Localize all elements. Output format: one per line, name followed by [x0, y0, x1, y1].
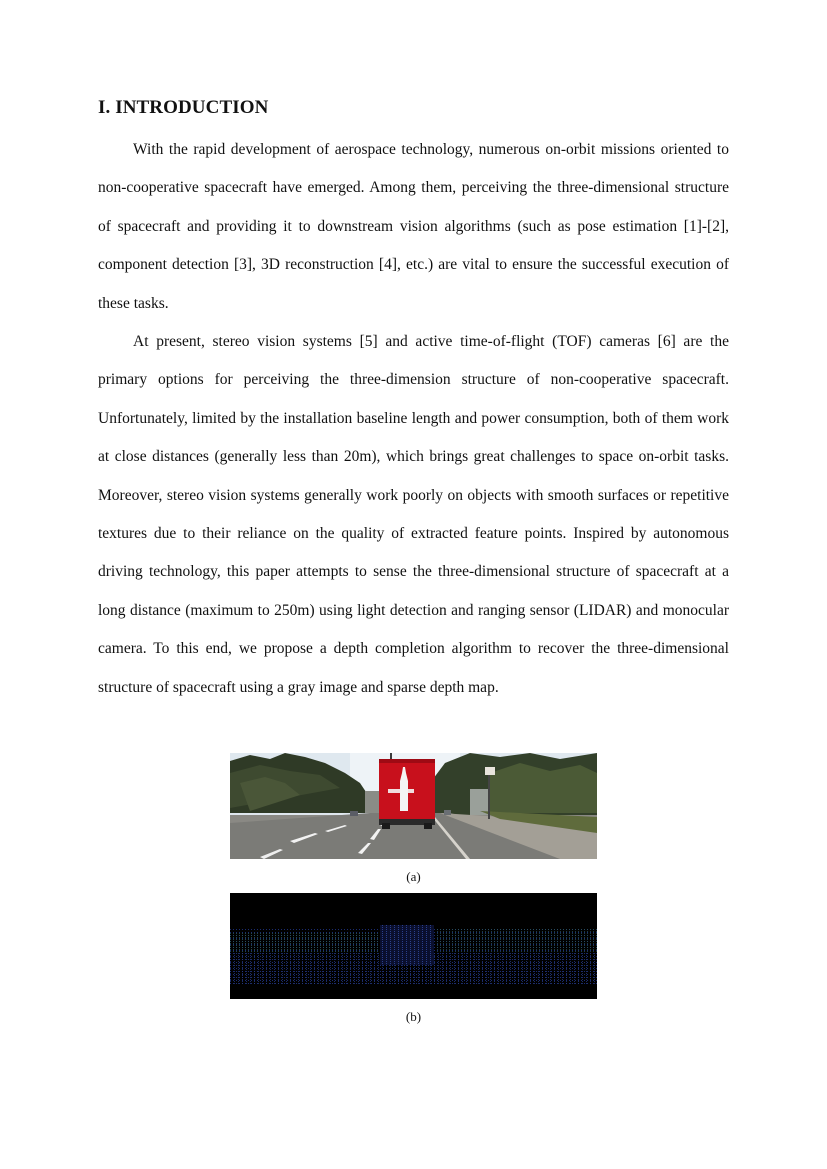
figure-a-caption: (a) — [406, 869, 421, 884]
body-text — [98, 131, 729, 707]
figure-a-street-scene-image — [230, 753, 597, 859]
figure-b-sparse-depth-map-image — [230, 893, 597, 999]
figure-b-caption: (b) — [405, 1009, 422, 1024]
paragraph: At present, stereo vision systems [5] and active time-of-flight (TOF) cameras [6] are the primary options for perceiving the three-dimension structure of non-cooperative spacecraft. Unfortunately, limited by the installation baseline length and power consumption, both of them work at close distances (generally less than 20m), which brings great challenges to space on-orbit tasks. Moreover, stereo vision systems generally work poorly on objects with smooth surfaces or repetitive textures due to their reliance on the quality of extracted feature points. Inspired by autonomous driving technology, this paper attempts to sense the three-dimensional structure of spacecraft at a long distance (maximum to 250m) using light detection and ranging sensor (LIDAR) and monocular camera. To this end, we propose a depth completion algorithm to recover the three-dimensional structure of spacecraft using a gray image and sparse depth map. — [98, 333, 729, 696]
paragraph: With the rapid development of aerospace technology, numerous on-orbit missions oriented to non-cooperative spacecraft have emerged. Among them, perceiving the three-dimensional structure of spacecraft and providing it to downstream vision algorithms (such as pose estimation [1]-[2], component detection [3], 3D reconstruction [4], etc.) are vital to ensure the successful execution of these tasks. — [98, 141, 729, 312]
section-heading: I. INTRODUCTION — [98, 97, 269, 118]
